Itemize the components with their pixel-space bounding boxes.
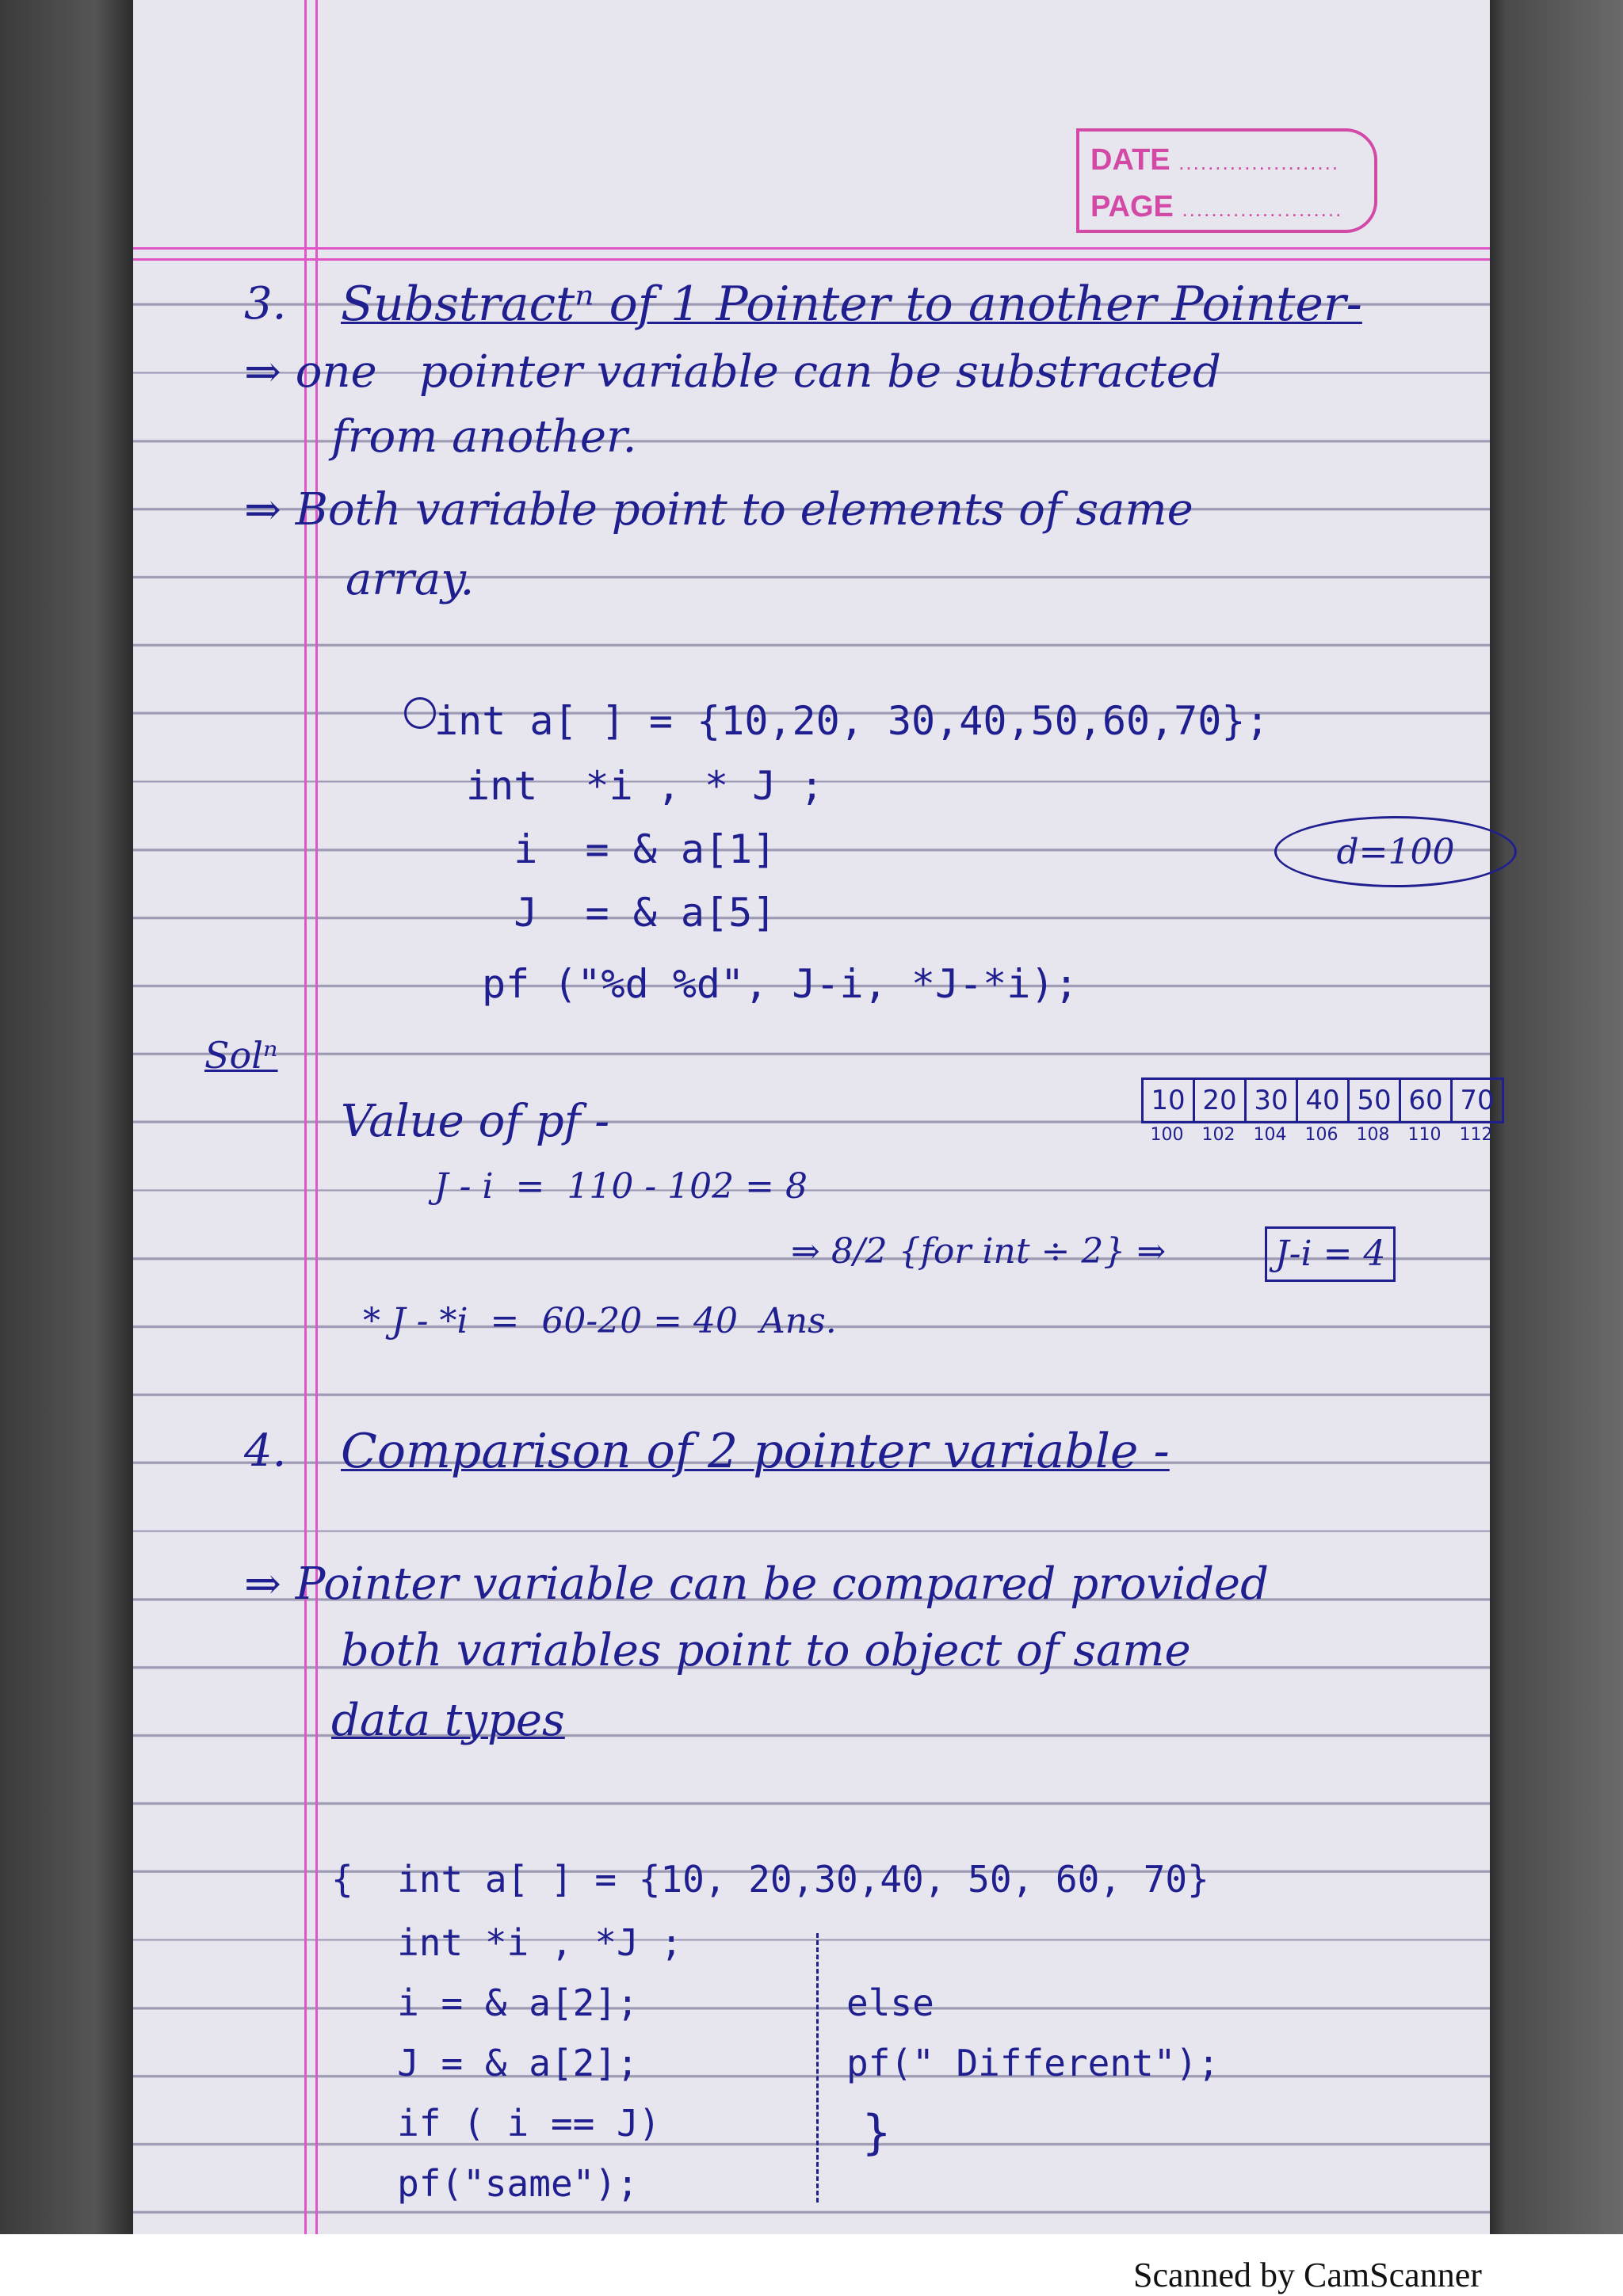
d-note-oval (1274, 816, 1517, 887)
array-addresses (1141, 1125, 1502, 1145)
date-label: DATE (1090, 143, 1170, 177)
code-line: pf("same"); (331, 2162, 639, 2205)
code-line: } (862, 2105, 892, 2161)
array-address: 108 (1356, 1125, 1390, 1145)
calc-line-3: * J - *i = 60-20 = 40 Ans. (363, 1301, 837, 1341)
array-diagram (1141, 1077, 1504, 1123)
d-note: d=100 (1336, 831, 1455, 872)
code-line: if ( i == J) (331, 2102, 661, 2145)
example-marker (404, 697, 436, 729)
header-rule-1 (133, 247, 1490, 250)
date-dots: ...................... (1178, 151, 1340, 174)
array-address: 110 (1407, 1125, 1442, 1145)
array-cell: 10 (1144, 1080, 1195, 1121)
date-page-box (1076, 128, 1377, 233)
array-address: 112 (1459, 1125, 1493, 1145)
code-line: { int a[ ] = {10, 20,30,40, 50, 60, 70} (331, 1858, 1209, 1901)
notebook-page (133, 0, 1495, 2234)
scanner-label: Scanned by CamScanner (1133, 2256, 1482, 2294)
code-line: else (846, 1981, 934, 2024)
code-line: pf(" Different"); (846, 2042, 1220, 2084)
array-cell: 20 (1195, 1080, 1247, 1121)
code-line: int *i , *J ; (331, 1921, 683, 1964)
code-divider (816, 1933, 819, 2203)
array-cell: 60 (1401, 1080, 1453, 1121)
header-rule-2 (133, 258, 1490, 261)
array-address: 100 (1150, 1125, 1184, 1145)
array-address: 102 (1201, 1125, 1235, 1145)
code-line: J = & a[2]; (331, 2042, 639, 2084)
section4-title: Comparison of 2 pointer variable - (341, 1424, 1170, 1479)
solution-label: Solⁿ (204, 1034, 278, 1077)
code-line: int a[ ] = {10,20, 30,40,50,60,70}; (434, 698, 1270, 744)
code-line: i = & a[1] (466, 826, 777, 872)
section3-title: Substractⁿ of 1 Pointer to another Pointer- (341, 277, 1362, 332)
code-line: pf ("%d %d", J-i, *J-*i); (482, 961, 1079, 1007)
section3-point1-line1: ⇒ one pointer variable can be substracted (244, 346, 1221, 398)
margin-line-right (315, 0, 318, 2234)
array-cell: 50 (1350, 1080, 1401, 1121)
section4-point-line1: ⇒ Pointer variable can be compared provided (244, 1558, 1269, 1610)
margin-line-left (304, 0, 307, 2234)
array-address: 104 (1253, 1125, 1287, 1145)
code-line: int *i , * J ; (466, 763, 824, 809)
array-cell: 70 (1460, 1085, 1495, 1116)
section3-point2-line1: ⇒ Both variable point to elements of same (244, 484, 1193, 536)
section4-point-line3: data types (331, 1695, 565, 1746)
section3-number: 3. (244, 278, 287, 330)
array-address: 106 (1304, 1125, 1338, 1145)
value-label: Value of pf - (341, 1096, 610, 1147)
calc-result-box: J-i = 4 (1265, 1226, 1396, 1282)
section3-point1-line2: from another. (331, 411, 637, 463)
section4-number: 4. (244, 1425, 287, 1477)
section4-point-line2: both variables point to object of same (341, 1625, 1191, 1676)
section3-point2-line2: array. (346, 554, 475, 605)
page-label: PAGE (1090, 190, 1174, 223)
calc-line-2: ⇒ 8/2 {for int ÷ 2} ⇒ (791, 1231, 1167, 1272)
array-cell: 40 (1298, 1080, 1350, 1121)
calc-line-1: J - i = 110 - 102 = 8 (434, 1166, 808, 1207)
code-line: i = & a[2]; (331, 1981, 639, 2024)
page-dots: ...................... (1182, 197, 1343, 221)
code-line: J = & a[5] (466, 890, 777, 936)
array-cell: 30 (1247, 1080, 1298, 1121)
